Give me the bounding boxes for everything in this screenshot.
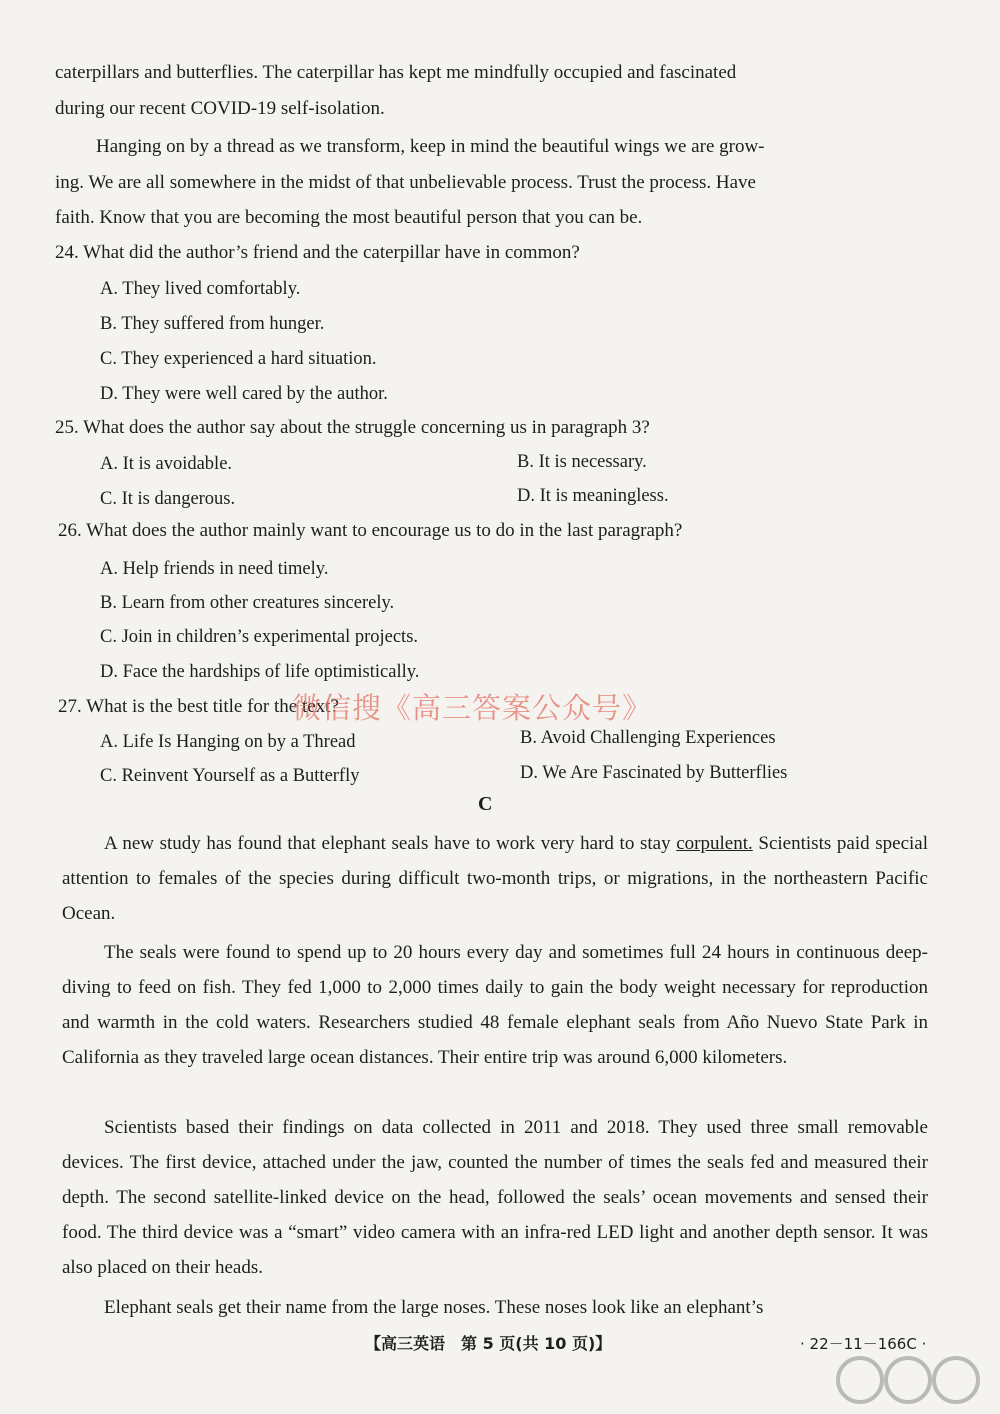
section-heading: C	[478, 793, 493, 815]
passage-line: caterpillars and butterflies. The caterpillar has kept me mindfully occupied and fascinated	[55, 62, 737, 83]
paragraph-c3: Scientists based their findings on data collected in 2011 and 2018. They used three small removable devices. The first device, attached under the jaw, counted the number of times the seals fed and measured their depth. The second satellite-linked device on the head, followed the seals’ ocean movements and sensed their food. The third device was a “smart” video camera with an infra-red LED light and another depth sensor. It was also placed on their heads.	[62, 1117, 928, 1278]
question-stem: 26. What does the author mainly want to encourage us to do in the last paragraph?	[58, 520, 683, 541]
option-a: A. Life Is Hanging on by a Thread	[100, 732, 356, 752]
paragraph-text: A new study has found that elephant seals have to work very hard to stay	[104, 833, 671, 854]
option-c: C. Reinvent Yourself as a Butterfly	[100, 766, 360, 786]
page-footer: 【高三英语 第 5 页(共 10 页)】	[365, 1334, 612, 1353]
option-a: A. They lived comfortably.	[100, 279, 301, 299]
question-stem: 25. What does the author say about the struggle concerning us in paragraph 3?	[55, 417, 650, 438]
passage-line: ing. We are all somewhere in the midst of that unbelievable process. Trust the process. Have	[55, 172, 756, 193]
paragraph-c2: The seals were found to spend up to 20 hours every day and sometimes full 24 hours in continuous deep-diving to feed on fish. They fed 1,000 to 2,000 times daily to gain the body weight necessary for reproduction and warmth in the cold waters. Researchers studied 48 female elephant seals from Año Nuevo State Park in California as they traveled large ocean distances. Their entire trip was around 6,000 kilometers.	[62, 942, 928, 1068]
exam-code: · 22－11－166C ·	[800, 1335, 927, 1353]
passage-line: during our recent COVID-19 self-isolation.	[55, 98, 385, 119]
option-d: D. It is meaningless.	[517, 486, 669, 506]
paragraph-c4: Elephant seals get their name from the large noses. These noses look like an elephant’s	[104, 1297, 764, 1318]
option-a: A. Help friends in need timely.	[100, 559, 329, 579]
question-stem: 27. What is the best title for the text?	[58, 696, 339, 717]
passage-line: Hanging on by a thread as we transform, keep in mind the beautiful wings we are grow-	[96, 136, 765, 157]
question-stem: 24. What did the author’s friend and the caterpillar have in common?	[55, 242, 580, 263]
watermark: 微信搜《高三答案公众号》	[292, 691, 653, 725]
option-d: D. They were well cared by the author.	[100, 384, 388, 404]
option-b: B. It is necessary.	[517, 452, 647, 472]
option-a: A. It is avoidable.	[100, 454, 233, 474]
option-b: B. Learn from other creatures sincerely.	[100, 593, 395, 613]
option-c: C. Join in children’s experimental projects.	[100, 627, 419, 647]
passage-line: faith. Know that you are becoming the most beautiful person that you can be.	[55, 207, 643, 228]
option-d: D. Face the hardships of life optimistically.	[100, 662, 420, 682]
option-b: B. Avoid Challenging Experiences	[520, 728, 776, 748]
paragraph-text: Scientists paid special attention to females of the species during difficult two-month trips, or migrations, in the northeastern Pacific Ocean.	[62, 833, 928, 924]
paragraph-c1	[62, 826, 928, 931]
option-c: C. It is dangerous.	[100, 489, 236, 509]
option-b: B. They suffered from hunger.	[100, 314, 325, 334]
underlined-word: corpulent.	[676, 833, 753, 854]
site-logo	[830, 1352, 990, 1412]
option-c: C. They experienced a hard situation.	[100, 349, 377, 369]
option-d: D. We Are Fascinated by Butterflies	[520, 763, 788, 783]
